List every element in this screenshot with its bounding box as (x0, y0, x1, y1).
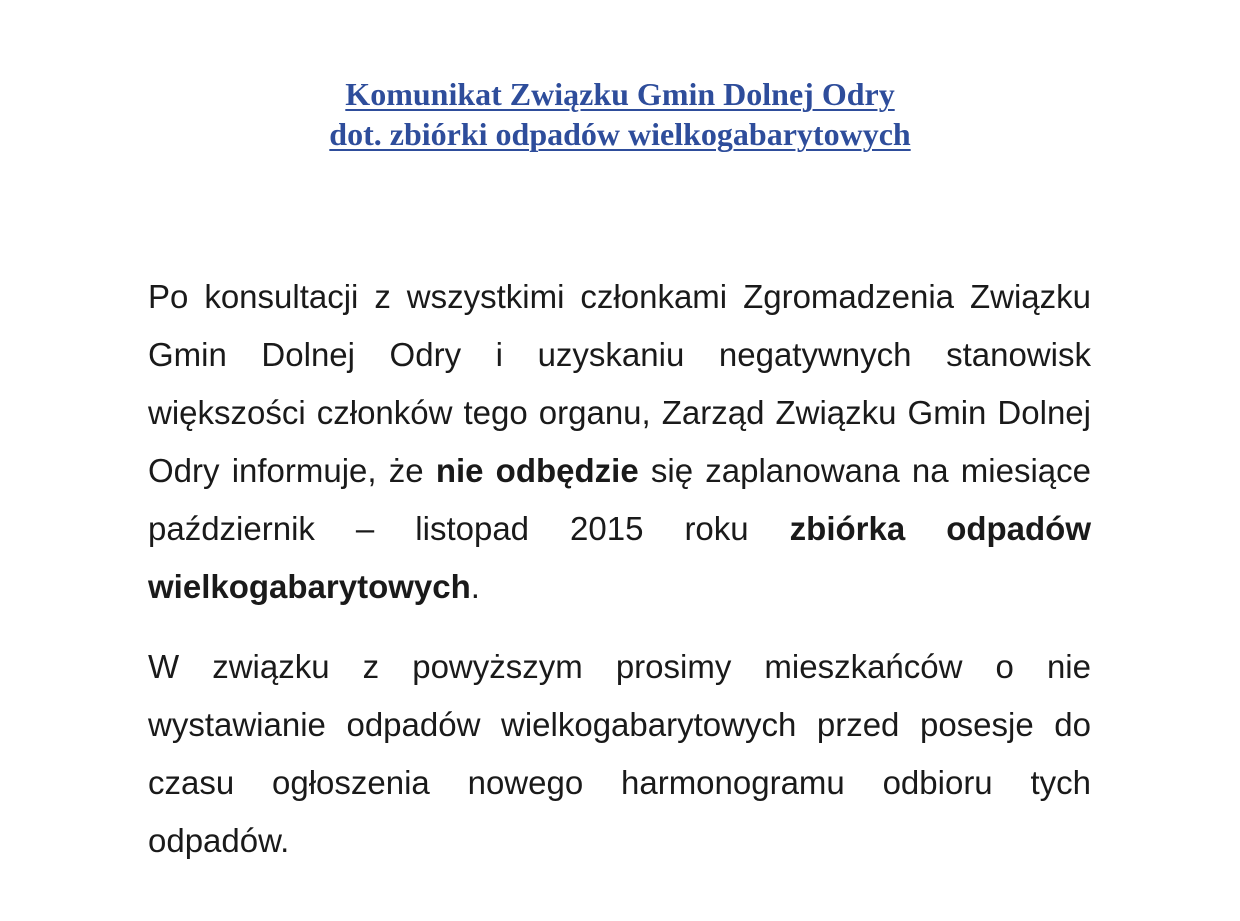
title-line-1: Komunikat Związku Gmin Dolnej Odry (345, 76, 895, 112)
paragraph-1-text-a: Po konsultacji z wszystkimi członkami Zgromadzenia Związku Gmin Dolnej Odry i uzyskaniu negatywnych stanowisk większości członków tego organu, Zarząd Związku Gmin Dolnej Odry informuje, że (148, 278, 1091, 489)
title-line-2: dot. zbiórki odpadów wielkogabarytowych (329, 116, 911, 152)
paragraph-1-bold-b: zbiórka odpadów wielkogabarytowych (148, 510, 1092, 605)
paragraph-announcement (148, 268, 1091, 616)
paragraph-1-text-b: się zaplanowana na miesiące październik – listopad 2015 roku (148, 452, 1092, 547)
paragraph-1-bold-a: nie odbędzie (435, 452, 639, 489)
paragraph-1-text-c: . (470, 568, 480, 605)
paragraph-request: W związku z powyższym prosimy mieszkańców o nie wystawianie odpadów wielkogabarytowych przed posesje do czasu ogłoszenia nowego harmonogramu odbioru tych odpadów. (148, 648, 1091, 859)
document-title (0, 74, 1240, 154)
